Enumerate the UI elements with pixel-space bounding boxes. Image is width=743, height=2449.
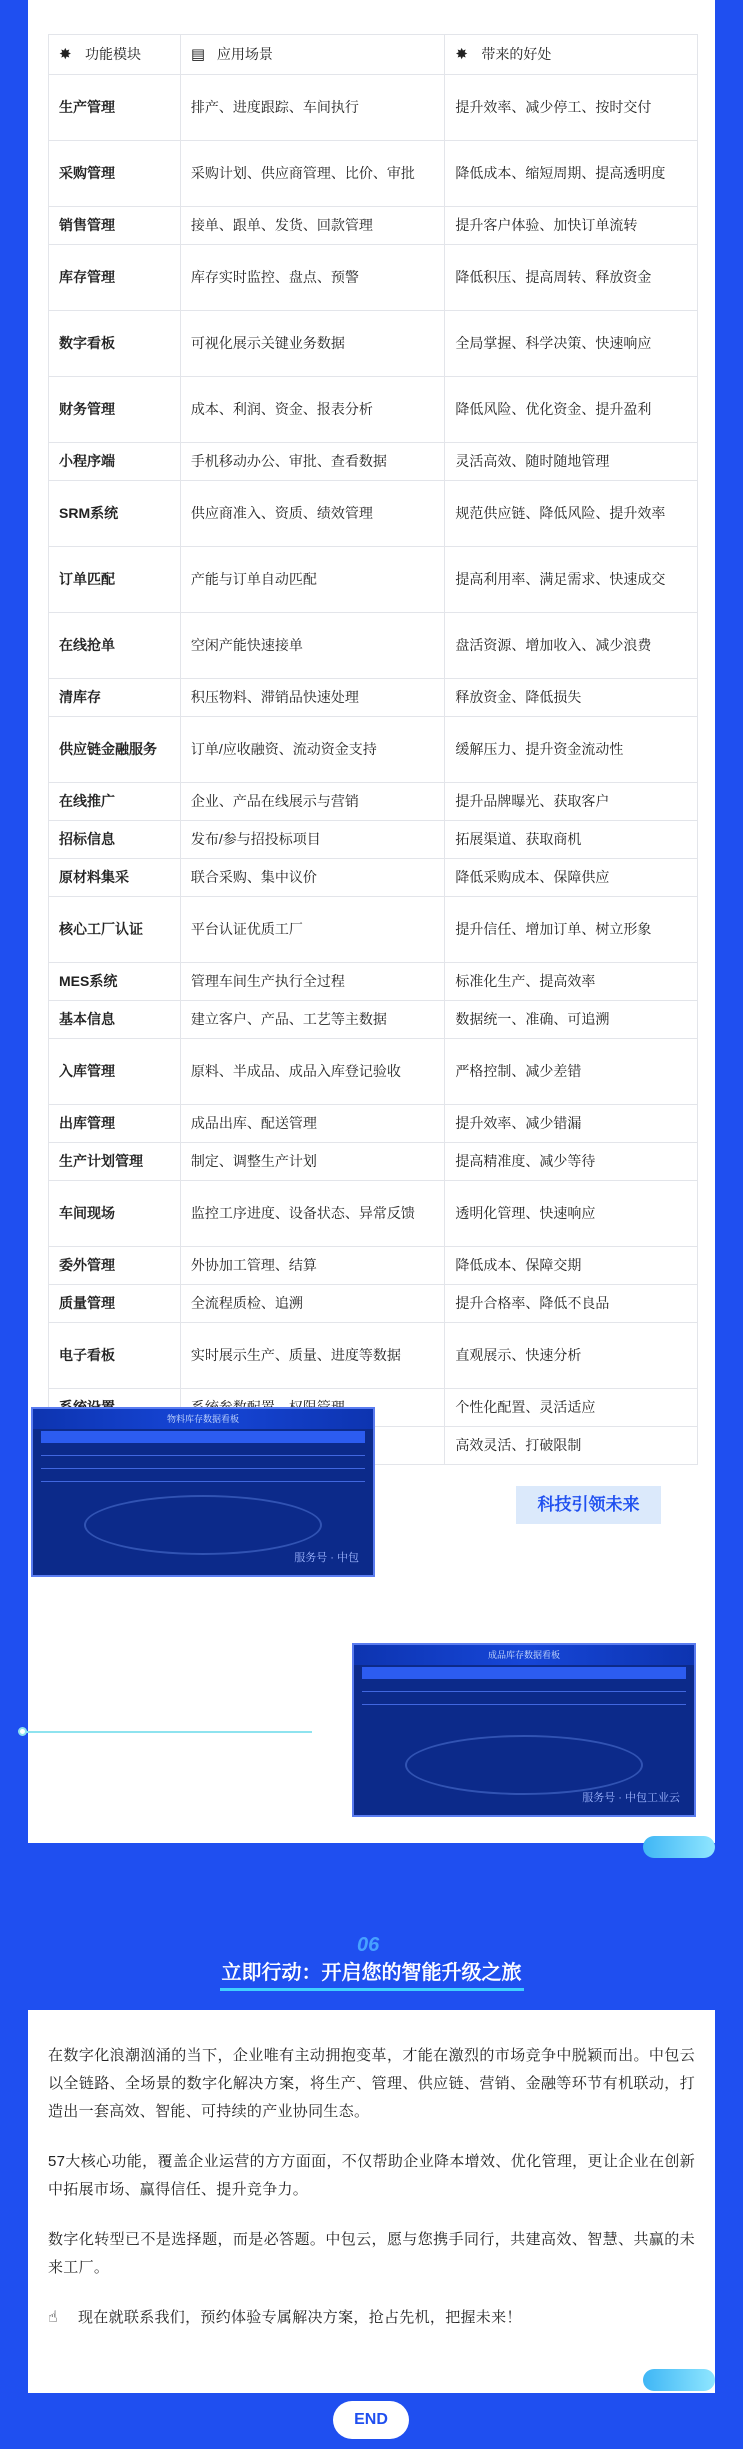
dashboard-screenshot-product [352,1643,696,1817]
table-row [49,75,698,141]
benefit-cell: 降低成本、保障交期 [445,1247,698,1285]
benefit-cell: 严格控制、减少差错 [445,1039,698,1105]
table-header-strip [362,1667,686,1679]
module-cell: 采购管理 [49,141,181,207]
scene-cell: 监控工序进度、设备状态、异常反馈 [180,1181,445,1247]
table-row [362,1682,686,1692]
benefit-cell: 透明化管理、快速响应 [445,1181,698,1247]
table-row [49,783,698,821]
scene-cell: 排产、进度跟踪、车间执行 [180,75,445,141]
table-row [49,377,698,443]
module-cell: 库存管理 [49,245,181,311]
benefit-cell: 数据统一、准确、可追溯 [445,1001,698,1039]
benefit-cell: 提升客户体验、加快订单流转 [445,207,698,245]
paragraph-transformation: 数字化转型已不是选择题，而是必答题。中包云，愿与您携手同行，共建高效、智慧、共赢的未来工厂。 [48,2231,695,2276]
corner-decoration [643,2369,715,2391]
module-cell: 订单匹配 [49,547,181,613]
table-row [49,311,698,377]
module-cell: 供应链金融服务 [49,717,181,783]
decorative-glow [84,1495,322,1555]
table-row [49,141,698,207]
module-cell: SRM系统 [49,481,181,547]
benefit-cell: 提高精准度、减少等待 [445,1143,698,1181]
benefit-cell: 标准化生产、提高效率 [445,963,698,1001]
table-row [49,1105,698,1143]
benefit-cell: 降低积压、提高周转、释放资金 [445,245,698,311]
module-cell: 质量管理 [49,1285,181,1323]
module-cell: 在线抢单 [49,613,181,679]
sparkle-icon: ✸ [59,46,72,63]
module-cell: 生产管理 [49,75,181,141]
benefit-cell: 盘活资源、增加收入、减少浪费 [445,613,698,679]
table-row [49,1285,698,1323]
scene-cell: 库存实时监控、盘点、预警 [180,245,445,311]
table-row [49,443,698,481]
module-cell: 财务管理 [49,377,181,443]
call-to-action-card [28,2010,715,2393]
hand-pointer-icon: ☝ [48,2309,59,2326]
scene-cell: 发布/参与招投标项目 [180,821,445,859]
benefit-cell: 拓展渠道、获取商机 [445,821,698,859]
benefit-cell: 降低风险、优化资金、提升盈利 [445,377,698,443]
benefit-cell: 规范供应链、降低风险、提升效率 [445,481,698,547]
features-card [28,0,715,1843]
benefit-cell: 释放资金、降低损失 [445,679,698,717]
module-cell: 销售管理 [49,207,181,245]
benefit-cell: 提升品牌曝光、获取客户 [445,783,698,821]
table-row [49,963,698,1001]
module-cell: 原材料集采 [49,859,181,897]
cta-text: 现在就联系我们，预约体验专属解决方案，抢占先机，把握未来！ [78,2309,522,2326]
header-module: ✸ 功能模块 [49,35,181,75]
scene-cell: 管理车间生产执行全过程 [180,963,445,1001]
table-row [49,613,698,679]
table-row [49,547,698,613]
table-row [49,821,698,859]
paragraph-features: 57大核心功能，覆盖企业运营的方方面面，不仅帮助企业降本增效、优化管理，更让企业在创新中拓展市场、赢得信任、提升竞争力。 [48,2153,695,2198]
benefit-cell: 全局掌握、科学决策、快速响应 [445,311,698,377]
decorative-dot [18,1727,27,1736]
benefit-cell: 直观展示、快速分析 [445,1323,698,1389]
benefit-cell: 缓解压力、提升资金流动性 [445,717,698,783]
scene-cell: 全流程质检、追溯 [180,1285,445,1323]
table-row [49,897,698,963]
module-cell: 出库管理 [49,1105,181,1143]
scene-cell: 制定、调整生产计划 [180,1143,445,1181]
benefit-cell: 提升合格率、降低不良品 [445,1285,698,1323]
scene-cell: 空闲产能快速接单 [180,613,445,679]
header-scene: ▤ 应用场景 [180,35,445,75]
document-icon: ▤ [190,46,206,63]
end-button[interactable]: END [333,2401,409,2439]
benefit-cell: 提升效率、减少停工、按时交付 [445,75,698,141]
section-number: 06 [357,1934,380,1956]
benefit-cell: 降低成本、缩短周期、提高透明度 [445,141,698,207]
table-row [49,481,698,547]
scene-cell: 联合采购、集中议价 [180,859,445,897]
module-cell: 生产计划管理 [49,1143,181,1181]
table-row [41,1459,365,1469]
module-cell: 委外管理 [49,1247,181,1285]
module-cell: 电子看板 [49,1323,181,1389]
dashboard-screenshot-material [31,1407,375,1577]
table-row [41,1472,365,1482]
benefit-cell: 降低采购成本、保障供应 [445,859,698,897]
scene-cell: 成本、利润、资金、报表分析 [180,377,445,443]
table-row [49,1323,698,1389]
scene-cell: 企业、产品在线展示与营销 [180,783,445,821]
scene-cell: 手机移动办公、审批、查看数据 [180,443,445,481]
section-title: 立即行动：开启您的智能升级之旅 [0,1956,743,1985]
table-row [362,1695,686,1705]
sparkle-icon: ✸ [455,46,468,63]
scene-cell: 产能与订单自动匹配 [180,547,445,613]
table-header-strip [41,1431,365,1443]
module-cell: 基本信息 [49,1001,181,1039]
scene-cell: 建立客户、产品、工艺等主数据 [180,1001,445,1039]
module-cell: MES系统 [49,963,181,1001]
table-row [49,1181,698,1247]
table-row [49,1143,698,1181]
table-row [49,1001,698,1039]
module-cell: 车间现场 [49,1181,181,1247]
scene-cell: 订单/应收融资、流动资金支持 [180,717,445,783]
tagline-badge: 科技引领未来 [516,1486,661,1524]
table-row [49,1247,698,1285]
paragraph-intro: 在数字化浪潮汹涌的当下，企业唯有主动拥抱变革，才能在激烈的市场竞争中脱颖而出。中包云以全链路、全场景的数字化解决方案，将生产、管理、供应链、营销、金融等环节有机联动，打造出一套高效、智能、可持续的产业协同生态。 [48,2047,695,2120]
table-row [49,207,698,245]
module-cell: 小程序端 [49,443,181,481]
header-benefit: ✸ 带来的好处 [445,35,698,75]
scene-cell: 平台认证优质工厂 [180,897,445,963]
table-row [49,859,698,897]
module-cell: 清库存 [49,679,181,717]
scene-cell: 接单、跟单、发货、回款管理 [180,207,445,245]
module-cell: 数字看板 [49,311,181,377]
scene-cell: 原料、半成品、成品入库登记验收 [180,1039,445,1105]
watermark: 服务号 · 中包 [294,1552,359,1564]
scene-cell: 外协加工管理、结算 [180,1247,445,1285]
table-row [49,1039,698,1105]
benefit-cell: 个性化配置、灵活适应 [445,1389,698,1427]
cta-line [48,2304,695,2332]
table-row [49,245,698,311]
benefit-cell: 提升信任、增加订单、树立形象 [445,897,698,963]
benefit-cell: 提高利用率、满足需求、快速成交 [445,547,698,613]
scene-cell: 实时展示生产、质量、进度等数据 [180,1323,445,1389]
benefit-cell: 灵活高效、随时随地管理 [445,443,698,481]
features-table [48,34,698,1465]
scene-cell: 积压物料、滞销品快速处理 [180,679,445,717]
corner-decoration [643,1836,715,1858]
scene-cell: 供应商准入、资质、绩效管理 [180,481,445,547]
scene-cell: 可视化展示关键业务数据 [180,311,445,377]
dashboard-title: 物料库存数据看板 [33,1409,373,1429]
module-cell: 入库管理 [49,1039,181,1105]
table-header-row [49,35,698,75]
scene-cell: 采购计划、供应商管理、比价、审批 [180,141,445,207]
benefit-cell: 提升效率、减少错漏 [445,1105,698,1143]
decorative-line [22,1731,312,1733]
table-row [49,717,698,783]
scene-cell: 成品出库、配送管理 [180,1105,445,1143]
table-row [41,1446,365,1456]
module-cell: 在线推广 [49,783,181,821]
benefit-cell: 高效灵活、打破限制 [445,1427,698,1465]
table-row [49,679,698,717]
module-cell: 招标信息 [49,821,181,859]
module-cell: 核心工厂认证 [49,897,181,963]
dashboard-title: 成品库存数据看板 [354,1645,694,1665]
watermark: 服务号 · 中包工业云 [582,1792,680,1804]
decorative-glow [405,1735,643,1795]
